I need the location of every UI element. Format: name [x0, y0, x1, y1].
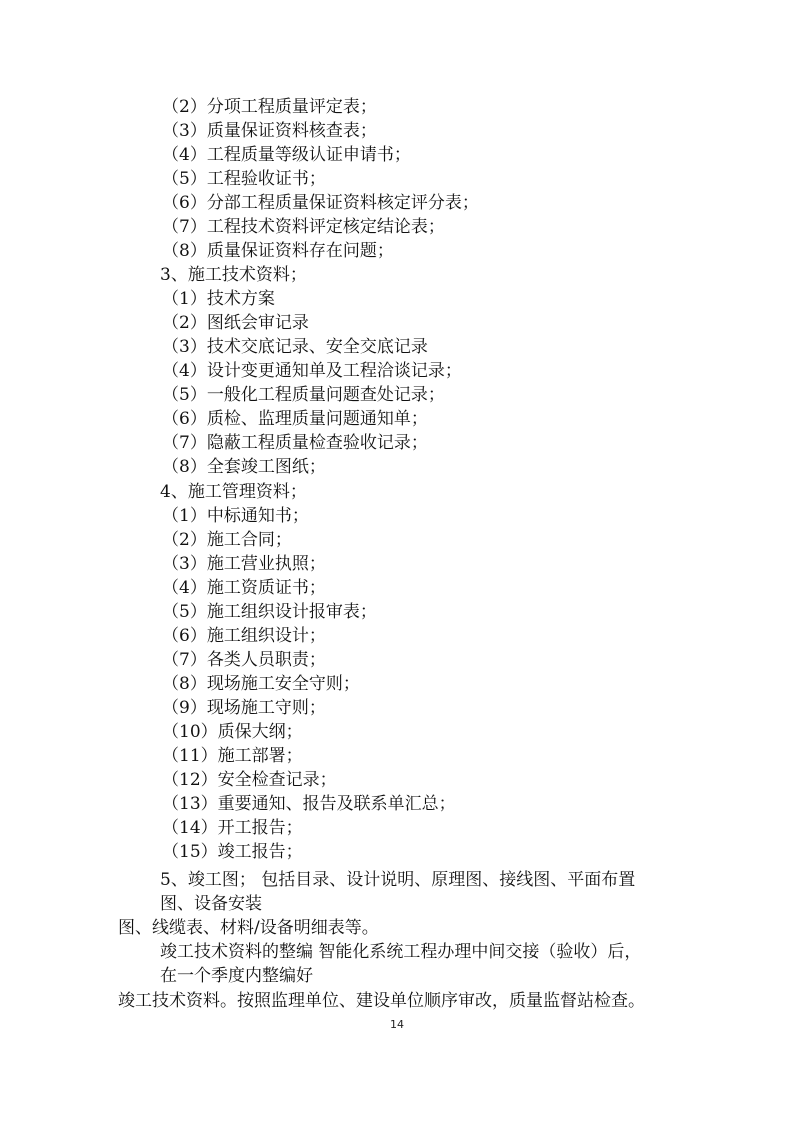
list-item: （6）分部工程质量保证资料核定评分表； — [162, 193, 479, 213]
list-item: （15）竣工报告； — [162, 842, 303, 862]
section-heading: 4、施工管理资料； — [160, 482, 307, 502]
list-item: （4）施工资质证书； — [162, 578, 326, 598]
list-item: （10）质保大纲； — [162, 722, 303, 742]
list-item: （13）重要通知、报告及联系单汇总； — [162, 794, 456, 814]
list-item: （5）一般化工程质量问题查处记录； — [162, 385, 445, 405]
list-item: （9）现场施工守则； — [162, 698, 326, 718]
page-number: 14 — [390, 1018, 404, 1031]
paragraph-line: 图、设备安装 — [160, 894, 262, 914]
list-item: （5）施工组织设计报审表； — [162, 602, 377, 622]
list-item: （5）工程验收证书； — [162, 169, 326, 189]
list-item: （8）全套竣工图纸； — [162, 457, 326, 477]
section-heading: 3、施工技术资料； — [160, 265, 307, 285]
list-item: （7）隐蔽工程质量检查验收记录； — [162, 433, 428, 453]
list-item: （7）工程技术资料评定核定结论表； — [162, 217, 445, 237]
paragraph-line: 竣工技术资料。按照监理单位、建设单位顺序审改，质量监督站检查。 — [118, 991, 645, 1011]
paragraph-line: 在一个季度内整编好 — [160, 966, 313, 986]
list-item: （14）开工报告； — [162, 818, 303, 838]
list-item: （3）质量保证资料核查表； — [162, 121, 377, 141]
list-item: （8）现场施工安全守则； — [162, 674, 360, 694]
list-item: （3）技术交底记录、安全交底记录 — [162, 337, 428, 357]
list-item: （11）施工部署； — [162, 746, 303, 766]
list-item: （6）施工组织设计； — [162, 626, 326, 646]
list-item: （8）质量保证资料存在问题； — [162, 241, 394, 261]
list-item: （12）安全检查记录； — [162, 770, 337, 790]
list-item: （4）设计变更通知单及工程洽谈记录； — [162, 361, 462, 381]
list-item: （4）工程质量等级认证申请书； — [162, 145, 411, 165]
list-item: （1）中标通知书； — [162, 506, 309, 526]
list-item: （7）各类人员职责； — [162, 650, 326, 670]
paragraph-line: 图、线缆表、材料/设备明细表等。 — [118, 918, 379, 938]
section-heading: 5、竣工图； 包括目录、设计说明、原理图、接线图、平面布置 — [160, 870, 636, 890]
list-item: （1）技术方案 — [162, 289, 275, 309]
paragraph-line: 竣工技术资料的整编 智能化系统工程办理中间交接（验收）后， — [160, 942, 642, 962]
list-item: （3）施工营业执照； — [162, 554, 326, 574]
list-item: （2）图纸会审记录 — [162, 313, 309, 333]
list-item: （6）质检、监理质量问题通知单； — [162, 409, 428, 429]
list-item: （2）分项工程质量评定表； — [162, 97, 377, 117]
list-item: （2）施工合同； — [162, 530, 292, 550]
